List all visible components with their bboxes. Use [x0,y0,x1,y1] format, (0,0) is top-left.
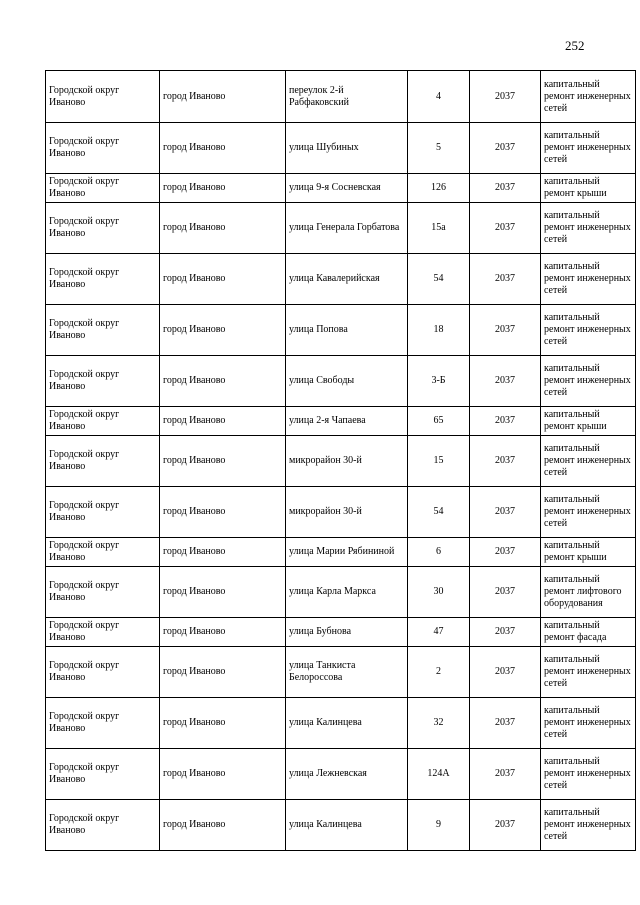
year-cell: 2037 [470,538,541,567]
city-cell: город Иваново [160,305,286,356]
street-cell: микрорайон 30-й [286,487,408,538]
table-row [46,305,636,356]
street-cell: улица Бубнова [286,618,408,647]
table-row [46,71,636,123]
city-cell: город Иваново [160,698,286,749]
house-number-cell: 124А [408,749,470,800]
okrug-cell: Городской округ Иваново [46,749,160,800]
house-number-cell: 15а [408,203,470,254]
street-cell: улица Танкиста Белороссова [286,647,408,698]
work-type-cell: капитальный ремонт инженерных сетей [541,71,636,123]
house-number-cell: 126 [408,174,470,203]
okrug-cell: Городской округ Иваново [46,407,160,436]
year-cell: 2037 [470,203,541,254]
city-cell: город Иваново [160,487,286,538]
okrug-cell: Городской округ Иваново [46,618,160,647]
work-type-cell: капитальный ремонт крыши [541,538,636,567]
year-cell: 2037 [470,567,541,618]
work-type-cell: капитальный ремонт инженерных сетей [541,203,636,254]
year-cell: 2037 [470,305,541,356]
house-number-cell: 47 [408,618,470,647]
city-cell: город Иваново [160,174,286,203]
table-row [46,123,636,174]
work-type-cell: капитальный ремонт инженерных сетей [541,123,636,174]
table-row [46,254,636,305]
street-cell: улица Калинцева [286,698,408,749]
city-cell: город Иваново [160,749,286,800]
work-type-cell: капитальный ремонт инженерных сетей [541,698,636,749]
street-cell: улица Генерала Горбатова [286,203,408,254]
street-cell: улица Свободы [286,356,408,407]
okrug-cell: Городской округ Иваново [46,356,160,407]
street-cell: переулок 2-й Рабфаковский [286,71,408,123]
street-cell: улица Марии Рябининой [286,538,408,567]
city-cell: город Иваново [160,647,286,698]
table-row [46,698,636,749]
street-cell: улица Карла Маркса [286,567,408,618]
house-number-cell: 3-Б [408,356,470,407]
city-cell: город Иваново [160,407,286,436]
work-type-cell: капитальный ремонт крыши [541,174,636,203]
city-cell: город Иваново [160,618,286,647]
city-cell: город Иваново [160,436,286,487]
house-number-cell: 54 [408,487,470,538]
work-type-cell: капитальный ремонт инженерных сетей [541,647,636,698]
year-cell: 2037 [470,407,541,436]
house-number-cell: 4 [408,71,470,123]
year-cell: 2037 [470,800,541,851]
house-number-cell: 2 [408,647,470,698]
table-row [46,538,636,567]
year-cell: 2037 [470,698,541,749]
okrug-cell: Городской округ Иваново [46,123,160,174]
house-number-cell: 65 [408,407,470,436]
okrug-cell: Городской округ Иваново [46,800,160,851]
work-type-cell: капитальный ремонт крыши [541,407,636,436]
city-cell: город Иваново [160,567,286,618]
street-cell: улица 9-я Сосневская [286,174,408,203]
work-type-cell: капитальный ремонт инженерных сетей [541,254,636,305]
year-cell: 2037 [470,254,541,305]
okrug-cell: Городской округ Иваново [46,254,160,305]
street-cell: микрорайон 30-й [286,436,408,487]
okrug-cell: Городской округ Иваново [46,436,160,487]
house-number-cell: 54 [408,254,470,305]
street-cell: улица Лежневская [286,749,408,800]
house-number-cell: 18 [408,305,470,356]
table-row [46,407,636,436]
city-cell: город Иваново [160,800,286,851]
work-type-cell: капитальный ремонт фасада [541,618,636,647]
year-cell: 2037 [470,174,541,203]
city-cell: город Иваново [160,356,286,407]
street-cell: улица Калинцева [286,800,408,851]
house-number-cell: 9 [408,800,470,851]
house-number-cell: 6 [408,538,470,567]
house-number-cell: 15 [408,436,470,487]
house-number-cell: 5 [408,123,470,174]
okrug-cell: Городской округ Иваново [46,538,160,567]
street-cell: улица 2-я Чапаева [286,407,408,436]
okrug-cell: Городской округ Иваново [46,567,160,618]
table-row [46,567,636,618]
table-row [46,647,636,698]
okrug-cell: Городской округ Иваново [46,305,160,356]
work-type-cell: капитальный ремонт инженерных сетей [541,487,636,538]
okrug-cell: Городской округ Иваново [46,203,160,254]
year-cell: 2037 [470,356,541,407]
table-row [46,618,636,647]
street-cell: улица Шубиных [286,123,408,174]
city-cell: город Иваново [160,123,286,174]
year-cell: 2037 [470,487,541,538]
table-row [46,436,636,487]
house-number-cell: 32 [408,698,470,749]
city-cell: город Иваново [160,203,286,254]
year-cell: 2037 [470,618,541,647]
table-row [46,487,636,538]
table-row [46,174,636,203]
year-cell: 2037 [470,123,541,174]
work-type-cell: капитальный ремонт инженерных сетей [541,749,636,800]
city-cell: город Иваново [160,71,286,123]
work-type-cell: капитальный ремонт инженерных сетей [541,800,636,851]
okrug-cell: Городской округ Иваново [46,71,160,123]
work-type-cell: капитальный ремонт инженерных сетей [541,356,636,407]
work-type-cell: капитальный ремонт инженерных сетей [541,436,636,487]
okrug-cell: Городской округ Иваново [46,698,160,749]
table-row [46,800,636,851]
page-number: 252 [565,38,585,53]
street-cell: улица Кавалерийская [286,254,408,305]
year-cell: 2037 [470,436,541,487]
okrug-cell: Городской округ Иваново [46,487,160,538]
okrug-cell: Городской округ Иваново [46,647,160,698]
table-row [46,749,636,800]
table-row [46,203,636,254]
year-cell: 2037 [470,647,541,698]
house-number-cell: 30 [408,567,470,618]
city-cell: город Иваново [160,538,286,567]
okrug-cell: Городской округ Иваново [46,174,160,203]
work-type-cell: капитальный ремонт инженерных сетей [541,305,636,356]
street-cell: улица Попова [286,305,408,356]
city-cell: город Иваново [160,254,286,305]
repair-schedule-table [45,70,636,851]
table-row [46,356,636,407]
work-type-cell: капитальный ремонт лифтового оборудования [541,567,636,618]
year-cell: 2037 [470,749,541,800]
year-cell: 2037 [470,71,541,123]
